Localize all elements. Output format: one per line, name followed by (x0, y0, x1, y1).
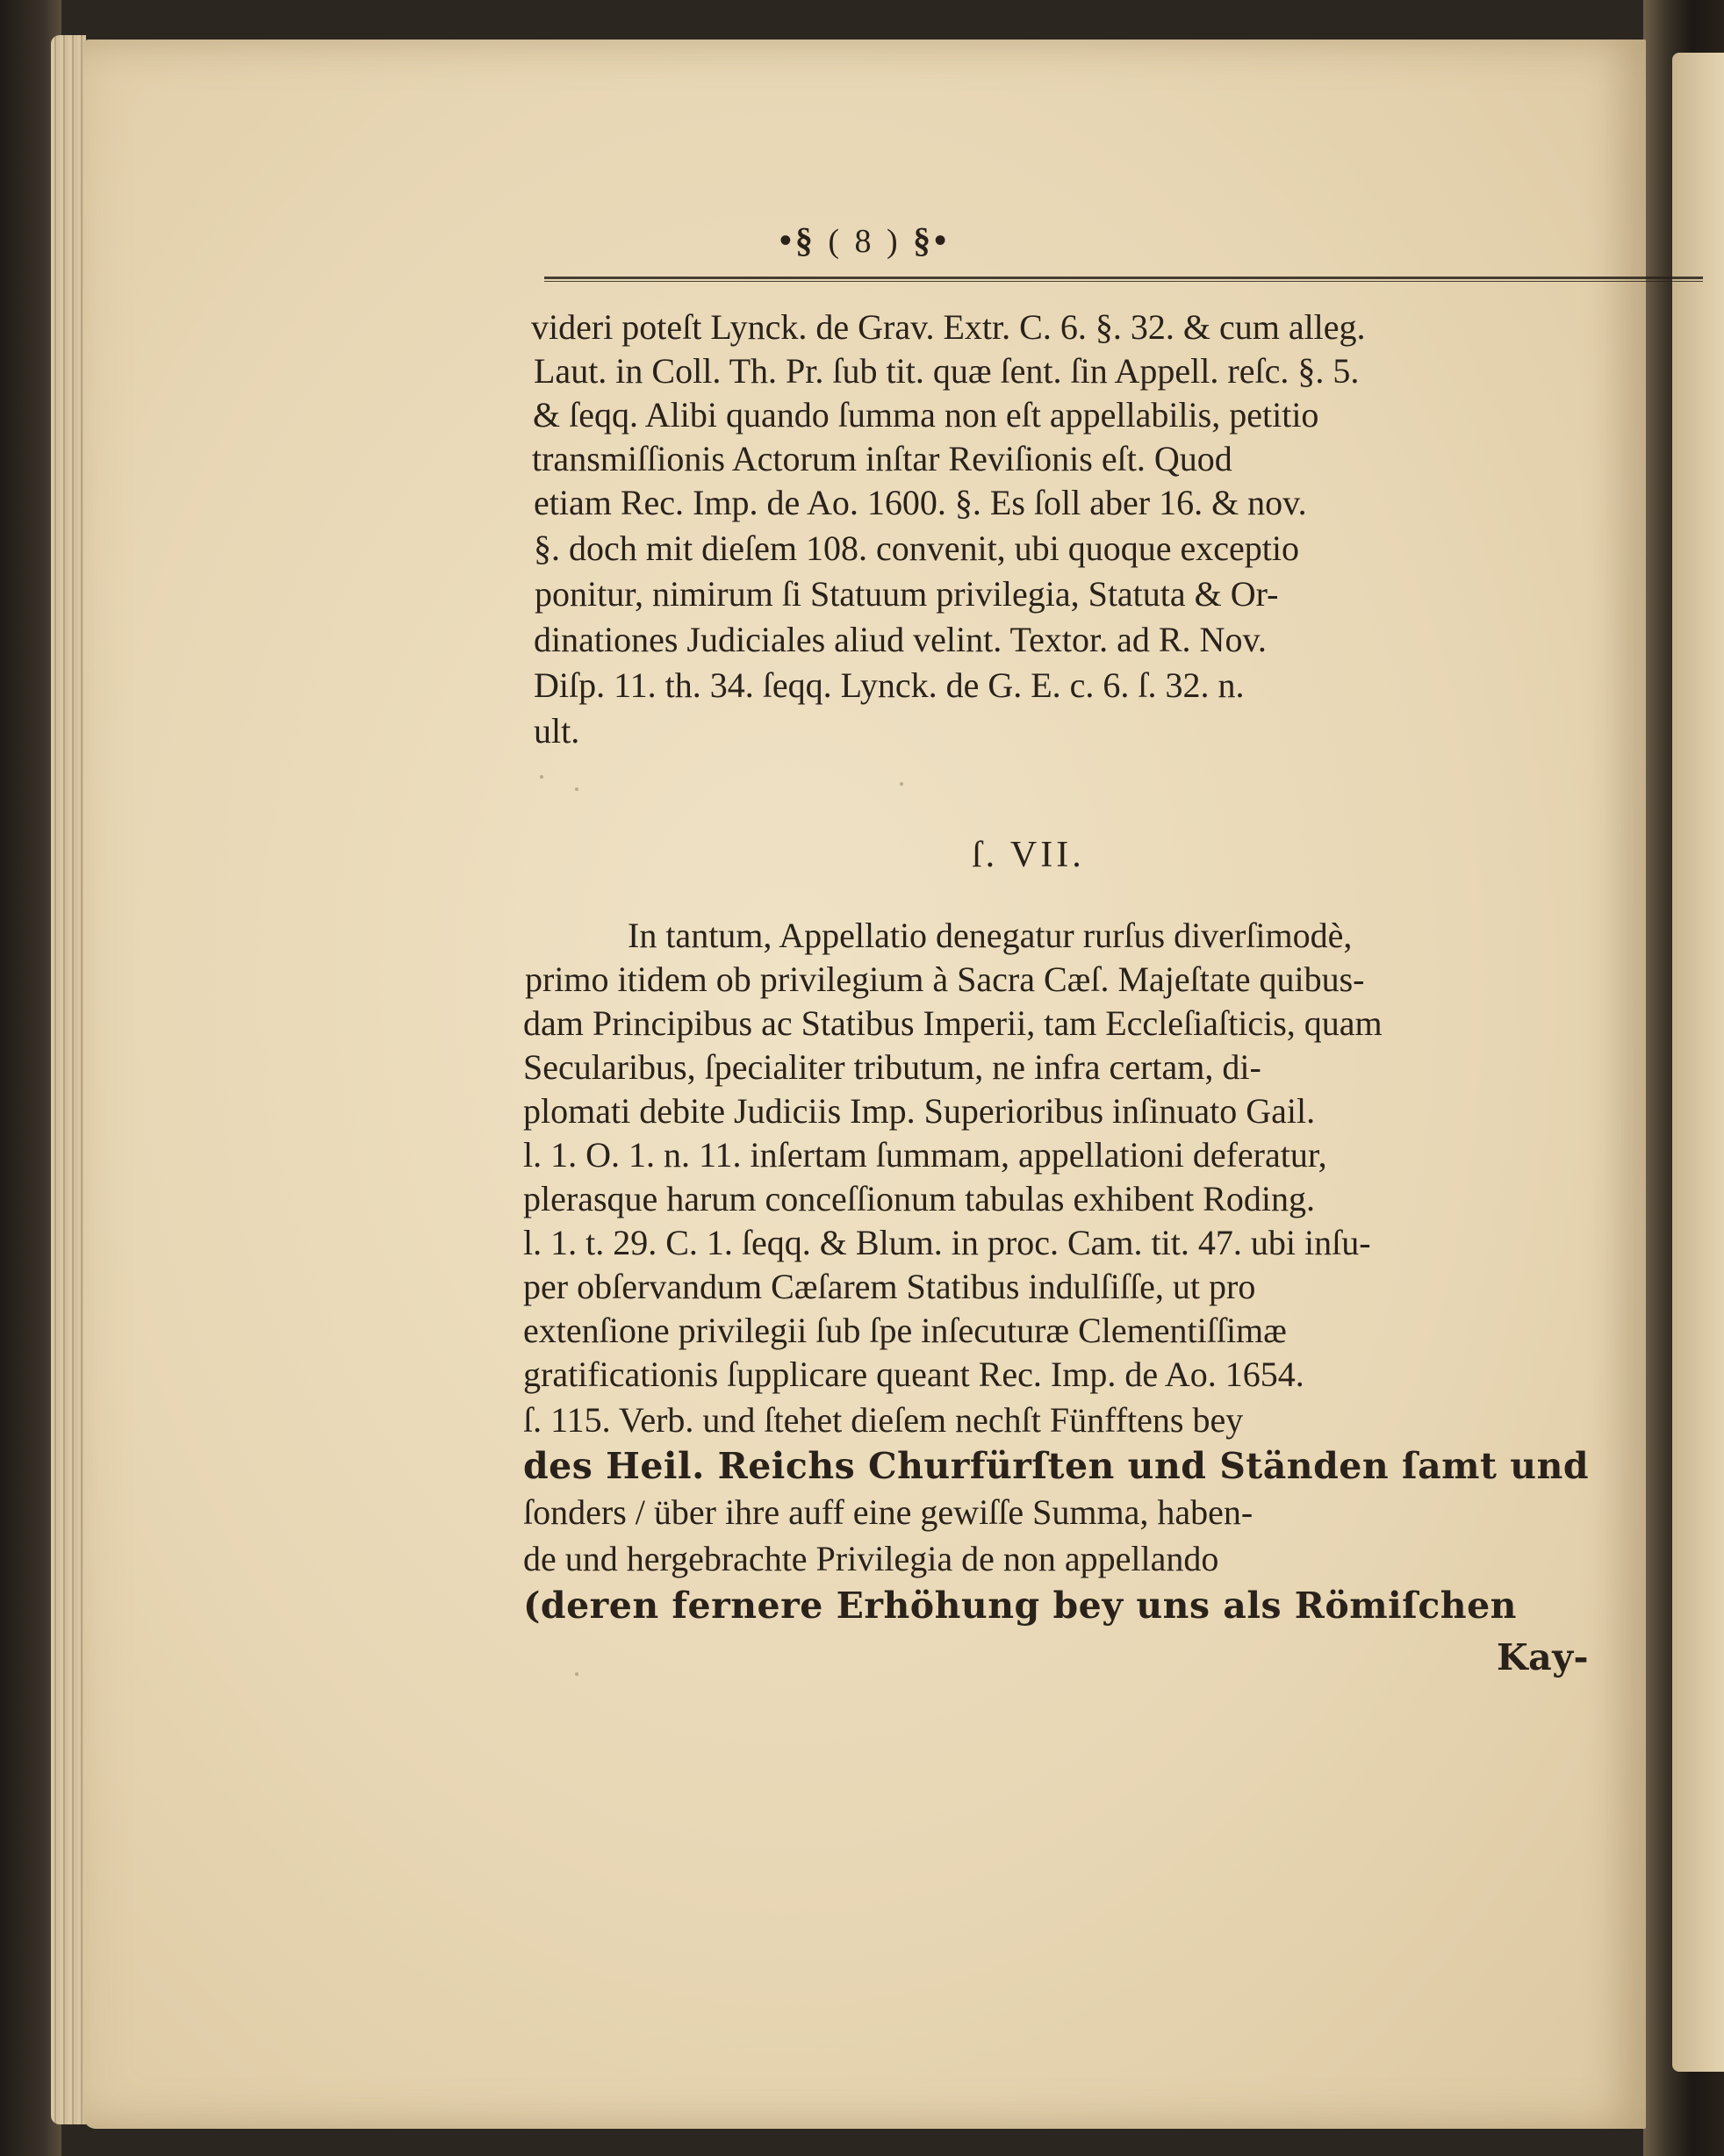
text-line: per obſervandum Cæſarem Statibus indulſiſſe, ut pro (523, 1267, 1256, 1306)
fraktur-line: des Heil. Reichs Churfürſten und Ständen ſamt und (523, 1445, 1590, 1487)
text-line: etiam Rec. Imp. de Ao. 1600. §. Es ſoll aber 16. & nov. (534, 483, 1307, 522)
text-line: dinationes Judiciales aliud velint. Textor. ad R. Nov. (534, 620, 1267, 659)
text-line: §. doch mit dieſem 108. convenit, ubi quoque exceptio (534, 528, 1300, 568)
header-right-ornament: §• (913, 220, 951, 260)
facing-page-edge (1672, 53, 1724, 2072)
text-line: Secularibus, ſpecialiter tributum, ne infra certam, di- (523, 1047, 1261, 1087)
text-line: In tantum, Appellatio denegatur rurſus diverſimodè, (628, 916, 1353, 955)
text-line: de und hergebrachte Privilegia de non appellando (523, 1539, 1219, 1578)
text-line: ſonders / über ihre auff eine gewiſſe Summa, haben- (523, 1492, 1253, 1532)
text-line: extenſione privilegii ſub ſpe inſecuturæ Clementiſſimæ (523, 1311, 1287, 1350)
section-heading: ſ. VII. (972, 835, 1085, 875)
text-line: videri poteſt Lynck. de Grav. Extr. C. 6. §. 32. & cum alleg. (531, 307, 1366, 347)
paper-speck (575, 787, 578, 791)
paper-speck (575, 1672, 578, 1676)
text-line: Diſp. 11. th. 34. ſeqq. Lynck. de G. E. c. 6. ſ. 32. n. (534, 665, 1245, 705)
paper-speck (540, 775, 543, 779)
catchword: Kay- (1497, 1636, 1590, 1678)
fraktur-line: (deren fernere Erhöhung bey uns als Römiſchen (523, 1585, 1517, 1627)
text-line: Laut. in Coll. Th. Pr. ſub tit. quæ ſent. ſin Appell. reſc. §. 5. (534, 351, 1360, 391)
text-line: l. 1. O. 1. n. 11. inſertam ſummam, appellationi deferatur, (523, 1135, 1327, 1175)
text-line: dam Principibus ac Statibus Imperii, tam Eccleſiaſticis, quam (523, 1003, 1383, 1043)
paper-speck (900, 782, 903, 786)
text-line: plerasque harum conceſſionum tabulas exhibent Roding. (523, 1179, 1315, 1218)
text-line: ponitur, nimirum ſi Statuum privilegia, Statuta & Or- (535, 574, 1279, 614)
text-line: primo itidem ob privilegium à Sacra Cæſ. Majeſtate quibus- (525, 959, 1365, 999)
text-line: l. 1. t. 29. C. 1. ſeqq. & Blum. in proc. Cam. tit. 47. ubi inſu- (523, 1223, 1371, 1262)
header-left-ornament: •§ (779, 220, 816, 260)
header-rule (544, 277, 1703, 282)
text-line: transmiſſionis Actorum inſtar Reviſionis eſt. Quod (532, 439, 1232, 478)
text-line: ult. (534, 711, 580, 751)
text-line: plomati debite Judiciis Imp. Superioribus inſinuato Gail. (523, 1091, 1316, 1131)
book-page (83, 40, 1646, 2129)
running-header (83, 219, 1646, 261)
page-number: ( 8 ) (828, 223, 902, 260)
text-line: ſ. 115. Verb. und ſtehet dieſem nechſt Fünfftens bey (523, 1400, 1244, 1440)
page-stack-edge (51, 35, 86, 2124)
text-line: gratificationis ſupplicare queant Rec. Imp. de Ao. 1654. (523, 1355, 1304, 1394)
text-line: & ſeqq. Alibi quando ſumma non eſt appellabilis, petitio (533, 395, 1319, 435)
